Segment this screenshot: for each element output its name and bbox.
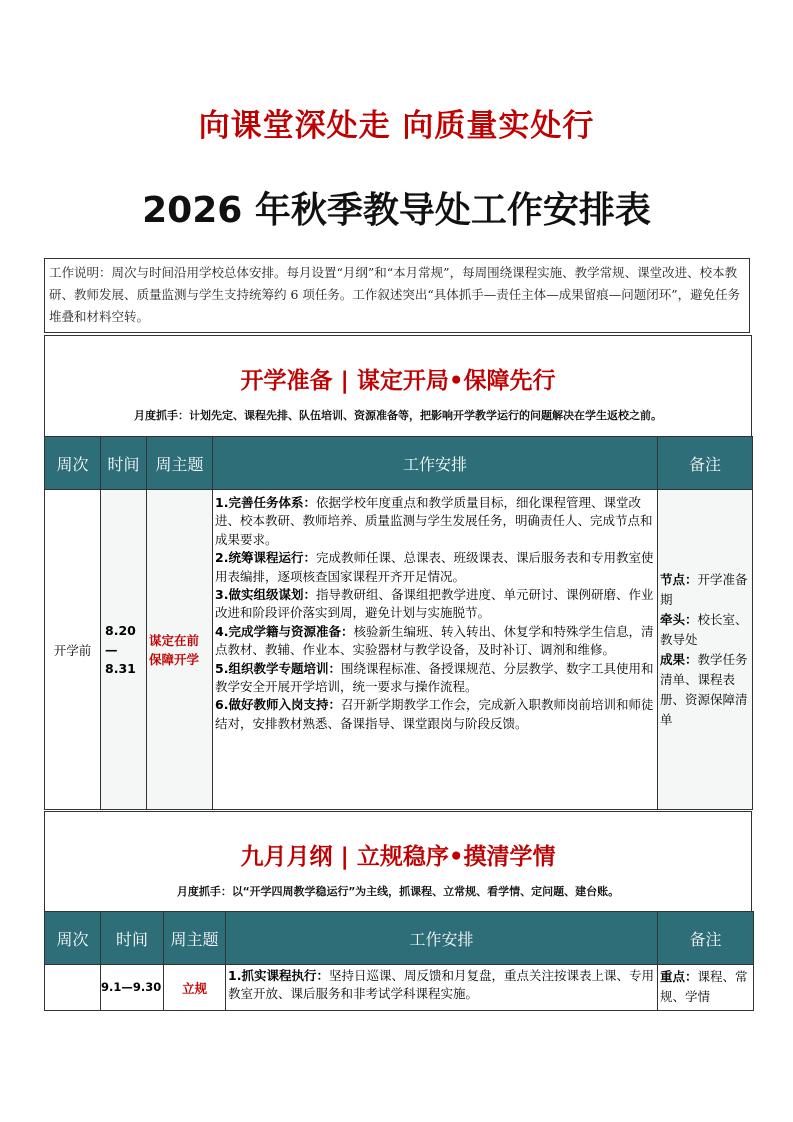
note-item [660, 650, 750, 730]
note-label: 牵头： [660, 611, 698, 627]
note-item [660, 967, 751, 1007]
task-heading: 1.完善任务体系： [215, 495, 316, 510]
section-header-september [44, 811, 752, 912]
notes-cell [658, 490, 753, 810]
task-heading: 5.组织教学专题培训： [215, 660, 341, 676]
column-header-notes: 备注 [658, 437, 753, 490]
note-label: 成果： [660, 651, 698, 667]
column-header-time: 时间 [101, 912, 164, 965]
table-header-row [45, 437, 753, 490]
section-header-prep [44, 335, 752, 437]
note-label: 重点： [660, 969, 698, 984]
week-cell: 开学前 [45, 490, 101, 810]
note-label: 节点： [660, 571, 698, 587]
theme-text: 谋定在前 保障开学 [149, 632, 200, 667]
task-text: 坚持日巡课、周反馈和月复盘，重点关注按课表上课、专用教室开放、课后服务和非考试学科课程实施。 [228, 968, 654, 1002]
task-item [215, 623, 655, 660]
page-subtitle: 向课堂深处走 向质量实处行 [198, 108, 595, 144]
column-header-time: 时间 [101, 437, 147, 490]
time-text: 8.20 — 8.31 [105, 623, 136, 676]
schedule-table-september [44, 911, 754, 1011]
theme-cell: 立规 [164, 965, 226, 1011]
section-focus: 月度抓手：计划先定、课程先排、队伍培训、资源准备等，把影响开学教学运行的问题解决在学生返校之前。 [134, 409, 662, 422]
note-text: 课程、常规、学情 [660, 969, 748, 1004]
column-header-week: 周次 [45, 912, 101, 965]
task-text: 围绕课程标准、备授课规范、分层教学、数字工具使用和教学安全开展开学培训，统一要求与操作流程。 [215, 660, 654, 695]
schedule-table-prep [44, 436, 753, 810]
week-cell [45, 965, 101, 1011]
intro-text: 工作说明：周次与时间沿用学校总体安排。每月设置“月纲”和“本月常规”，每周围绕课程实施、教学常规、课堂改进、校本教研、教师发展、质量监测与学生支持统筹约 6 项任务。工作叙述突出“具体抓手—责任主体—成果留痕—问题闭环”，避免任务堆叠和材料空转。 [44, 258, 750, 333]
task-item [215, 696, 655, 733]
column-header-notes: 备注 [658, 912, 754, 965]
task-text: 核验新生编班、转入转出、休复学和特殊学生信息，清点教材、教辅、作业本、实验器材与教学设备，及时补订、调剂和维修。 [215, 623, 654, 658]
column-header-theme: 周主题 [164, 912, 226, 965]
column-header-week: 周次 [45, 437, 101, 490]
note-item [660, 610, 750, 650]
note-text: 校长室、教导处 [660, 611, 748, 647]
table-row [45, 490, 753, 810]
tasks-cell [226, 965, 658, 1011]
task-item [215, 660, 655, 697]
task-item [215, 586, 655, 623]
task-item [228, 967, 655, 1004]
task-text: 召开新学期教学工作会，完成新入职教师岗前培训和师徒结对，安排教材熟悉、备课指导、课堂跟岗与阶段反馈。 [215, 697, 654, 731]
task-text: 完成教师任课、总课表、班级课表、课后服务表和专用教室使用表编排，逐项核查国家课程开齐开足情况。 [215, 550, 654, 584]
task-heading: 1.抓实课程执行： [228, 968, 329, 983]
task-heading: 2.统筹课程运行： [215, 550, 316, 566]
task-text: 依据学校年度重点和教学质量目标，细化课程管理、课堂改进、校本教研、教师培养、质量监测与学生发展任务，明确责任人、完成节点和成果要求。 [215, 495, 653, 547]
task-heading: 6.做好教师入岗支持： [215, 697, 341, 713]
table-header-row [45, 912, 754, 965]
task-heading: 4.完成学籍与资源准备： [215, 623, 354, 639]
section-title: 开学准备 | 谋定开局•保障先行 [240, 368, 556, 394]
task-heading: 3.做实组级谋划： [215, 587, 316, 603]
note-item [660, 570, 750, 610]
task-item [215, 494, 655, 549]
notes-cell [658, 965, 754, 1011]
page-title: 2026 年秋季教导处工作安排表 [142, 190, 651, 231]
section-focus: 月度抓手：以“开学四周教学稳运行”为主线，抓课程、立常规、看学情、定问题、建台账。 [176, 885, 620, 898]
note-text: 教学任务清单、课程表册、资源保障清单 [660, 651, 748, 727]
table-row [45, 965, 754, 1011]
column-header-theme: 周主题 [147, 437, 213, 490]
column-header-tasks: 工作安排 [226, 912, 658, 965]
time-cell: 9.1—9.30 [101, 965, 164, 1011]
theme-cell [147, 490, 213, 810]
task-item [215, 549, 655, 586]
section-title: 九月月纲 | 立规稳序•摸清学情 [240, 844, 556, 870]
task-text: 指导教研组、备课组把教学进度、单元研讨、课例研磨、作业改进和阶段评价落实到周，避免计划与实施脱节。 [215, 587, 654, 621]
time-cell [101, 490, 147, 810]
tasks-cell [213, 490, 658, 810]
column-header-tasks: 工作安排 [213, 437, 658, 490]
note-text: 开学准备期 [660, 571, 748, 607]
